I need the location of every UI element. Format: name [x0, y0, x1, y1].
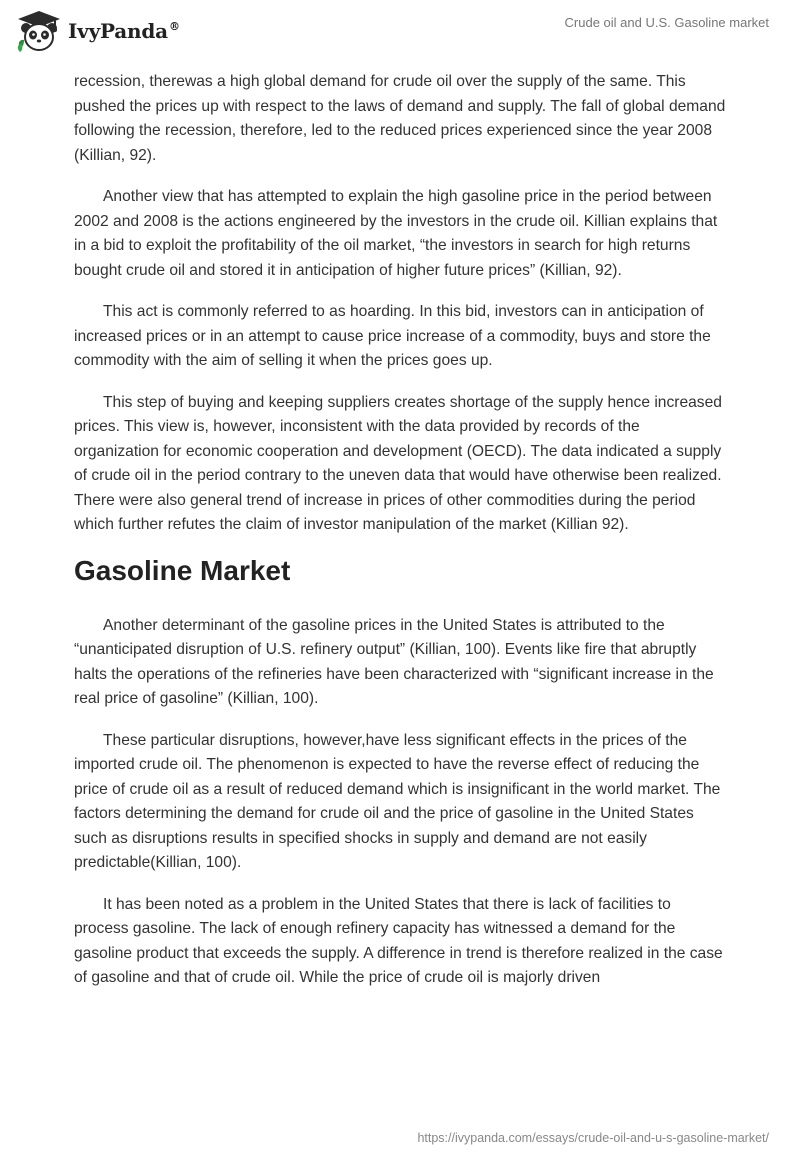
brand-name: IvyPanda® [68, 19, 180, 43]
panda-graduate-icon [16, 8, 62, 54]
essay-content [74, 70, 726, 1008]
paragraph-3: This act is commonly referred to as hoarding. In this bid, investors can in anticipation of increased prices or in an attempt to cause price increase of a commodity, buys and store the commodity with the aim of selling it when the prices goes up. [74, 303, 711, 369]
document-title: Crude oil and U.S. Gasoline market [564, 15, 769, 30]
paragraph-5: Another determinant of the gasoline prices in the United States is attributed to the “unanticipated disruption of U.S. refinery output” (Killian, 100). Events like fire that abruptly halts the operations of the refineries have been characterized with “significant increase in the real price of gasoline” (Killian, 100). [74, 616, 714, 707]
paragraph-4: This step of buying and keeping suppliers creates shortage of the supply hence increased prices. This view is, however, inconsistent with the data provided by records of the organization for economic cooperation and development (OECD). The data indicated a supply of crude oil in the period contrary to the uneven data that would have otherwise been realized. There were also general trend of increase in prices of other commodities during the period which further refutes the claim of investor manipulation of the market (Killian 92). [74, 393, 722, 533]
ivypanda-logo[interactable] [16, 8, 180, 54]
paragraph-6: These particular disruptions, however,have less significant effects in the prices of the imported crude oil. The phenomenon is expected to have the reverse effect of reducing the price of crude oil as a result of reduced demand which is insignificant in the world market. The factors determining the demand for crude oil and the price of gasoline in the United States such as disruptions results in specified shocks in supply and demand are not easily predictable(Killian, 100). [74, 731, 721, 871]
paragraph-1: recession, therewas a high global demand for crude oil over the supply of the same. This pushed the prices up with respect to the laws of demand and supply. The fall of global demand following the recession, therefore, led to the reduced prices experienced since the year 2008 (Killian, 92). [74, 73, 726, 164]
paragraph-2: Another view that has attempted to explain the high gasoline price in the period between 2002 and 2008 is the actions engineered by the investors in the crude oil. Killian explains that in a bid to exploit the profitability of the oil market, “the investors in search for high returns bought crude oil and stored it in anticipation of higher future prices” (Killian, 92). [74, 188, 718, 279]
section-heading: Gasoline Market [74, 554, 291, 586]
paragraph-7: It has been noted as a problem in the United States that there is lack of facilities to process gasoline. The lack of enough refinery capacity has witnessed a demand for the gasoline product that exceeds the supply. A difference in trend is therefore realized in the case of gasoline and that of crude oil. While the price of crude oil is majorly driven [74, 895, 723, 986]
source-url[interactable]: https://ivypanda.com/essays/crude-oil-and-u-s-gasoline-market/ [417, 1131, 769, 1145]
page-header [0, 0, 800, 60]
